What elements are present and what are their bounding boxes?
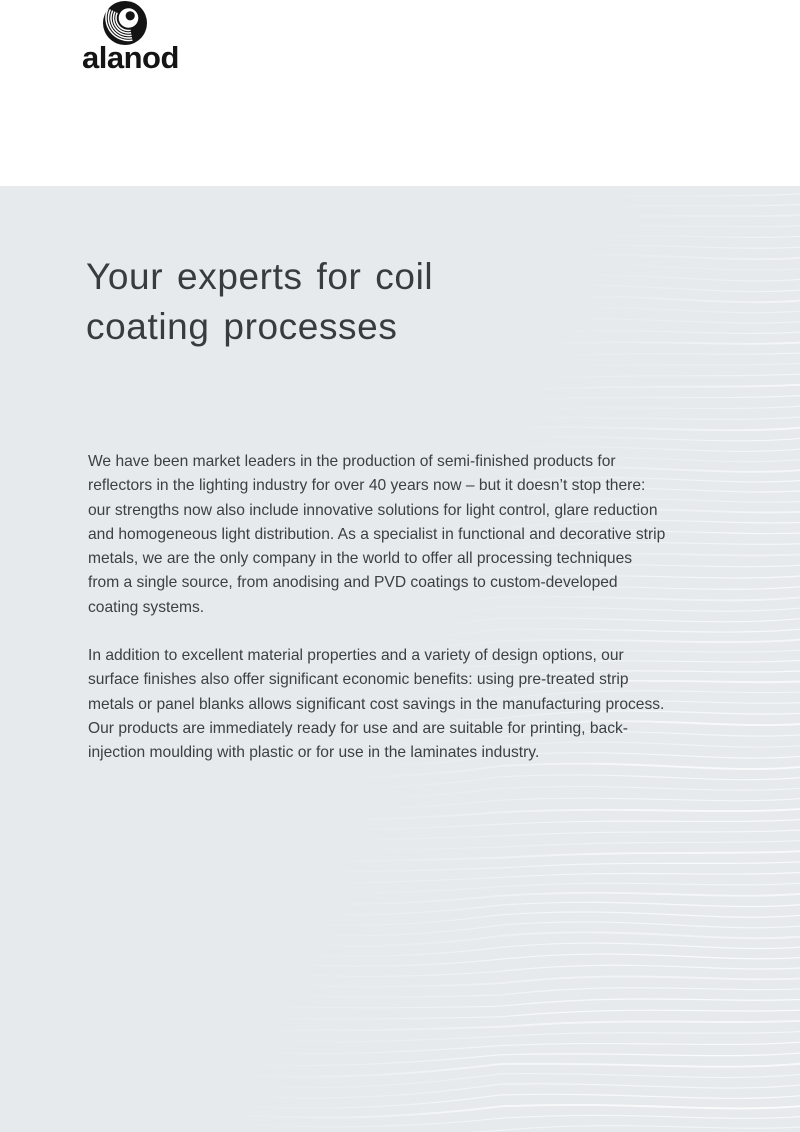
page-title-line-1: Your experts for coil [86, 256, 434, 297]
intro-copy [88, 450, 666, 790]
alanod-spiral-icon [103, 1, 147, 45]
intro-paragraph-2: In addition to excellent material properties and a variety of design options, our surface finishes also offer significant economic benefits: using pre-treated strip metals or panel blanks allows significant cost savings in the manufacturing process. Our products are immediately ready for use and are suitable for printing, back-injection moulding with plastic or for use in the laminates industry. [88, 647, 665, 762]
alanod-wordmark: alanod [82, 40, 179, 75]
page-title [86, 252, 433, 352]
page-title-line-2: coating processes [86, 306, 398, 347]
alanod-logo [82, 1, 202, 73]
intro-paragraph-1: We have been market leaders in the production of semi-finished products for reflectors in the lighting industry for over 40 years now – but it doesn’t stop there: our strengths now also include innovative solutions for light control, glare reduction and homogeneous light distribution. As a specialist in functional and decorative strip metals, we are the only company in the world to offer all processing techniques from a single source, from anodising and PVD coatings to custom-developed coating systems. [88, 453, 666, 616]
